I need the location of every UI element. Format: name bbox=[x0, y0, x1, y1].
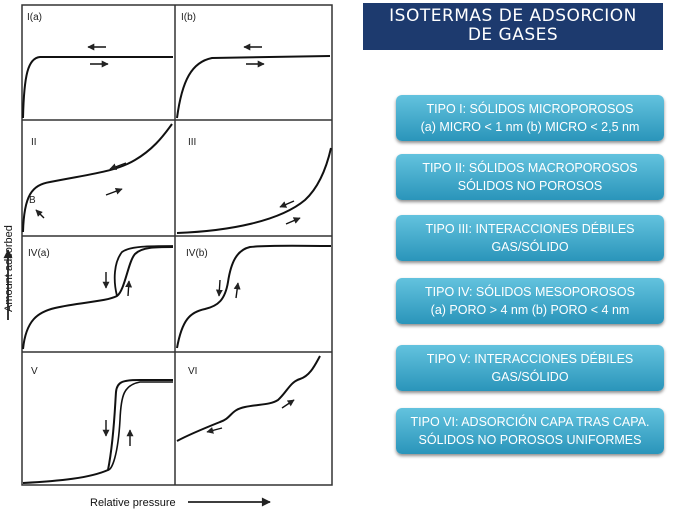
panel-label-Ia: I(a) bbox=[27, 12, 42, 23]
title-line-1: ISOTERMAS DE ADSORCION bbox=[389, 6, 637, 26]
type-V-line-2: GAS/SÓLIDO bbox=[491, 370, 569, 384]
type-II-line-2: SÓLIDOS NO POROSOS bbox=[457, 179, 603, 193]
arrow-adsorption-III bbox=[286, 218, 300, 224]
panel-label-II: II bbox=[31, 137, 37, 148]
type-III-box bbox=[396, 215, 664, 261]
type-VI-line-2: SÓLIDOS NO POROSOS UNIFORMES bbox=[418, 433, 642, 447]
type-II-line-1: TIPO II: SÓLIDOS MACROPOROSOS bbox=[422, 161, 638, 175]
curve-type-Ia bbox=[23, 57, 173, 118]
type-III-line-1: TIPO III: INTERACCIONES DÉBILES bbox=[425, 222, 635, 236]
panel-label-VI: VI bbox=[188, 366, 198, 377]
panel-label-IVa: IV(a) bbox=[28, 248, 50, 259]
type-VI-line-1: TIPO VI: ADSORCIÓN CAPA TRAS CAPA. bbox=[410, 415, 650, 429]
arrow-desorption-IVb bbox=[219, 280, 220, 296]
curve-type-VI bbox=[177, 356, 320, 441]
point-B-label: B bbox=[29, 195, 36, 206]
arrow-desorption-III bbox=[280, 201, 294, 207]
type-V-box bbox=[396, 345, 664, 391]
curve-type-IVa-adsorption bbox=[23, 247, 173, 349]
type-I-line-2: (a) MICRO < 1 nm (b) MICRO < 2,5 nm bbox=[420, 120, 640, 134]
isotherm-figure bbox=[0, 0, 340, 513]
arrow-adsorption-II bbox=[106, 189, 122, 195]
type-IV-line-2: (a) PORO > 4 nm (b) PORO < 4 nm bbox=[430, 303, 630, 317]
type-I-box bbox=[396, 95, 664, 141]
arrow-point-B bbox=[36, 210, 44, 218]
arrow-adsorption-VI bbox=[282, 400, 294, 408]
type-V-line-1: TIPO V: INTERACCIONES DÉBILES bbox=[426, 352, 634, 366]
panel-label-III: III bbox=[188, 137, 197, 148]
type-IV-line-1: TIPO IV: SÓLIDOS MESOPOROSOS bbox=[425, 285, 635, 299]
x-axis-label: Relative pressure bbox=[90, 497, 176, 509]
curve-type-II bbox=[23, 124, 172, 232]
arrow-desorption-VI bbox=[207, 428, 222, 432]
type-VI-box bbox=[396, 408, 664, 454]
arrow-adsorption-IVb bbox=[236, 283, 238, 298]
y-axis-label: Amount adsorbed bbox=[3, 225, 15, 312]
panel-label-Ib: I(b) bbox=[181, 12, 196, 23]
curve-type-V-desorption bbox=[108, 382, 173, 470]
type-III-line-2: GAS/SÓLIDO bbox=[491, 240, 569, 254]
curve-type-IVa-desorption bbox=[115, 246, 173, 296]
panel-label-IVb: IV(b) bbox=[186, 248, 208, 259]
curve-type-Ib bbox=[177, 56, 330, 118]
slide-title bbox=[363, 3, 663, 50]
type-IV-box bbox=[396, 278, 664, 324]
curve-type-V bbox=[23, 380, 173, 483]
curve-type-IVb bbox=[177, 246, 331, 348]
curve-type-III bbox=[177, 148, 331, 233]
title-line-2: DE GASES bbox=[467, 25, 559, 45]
panel-label-V: V bbox=[31, 366, 38, 377]
arrow-adsorption-IVa bbox=[128, 281, 129, 296]
type-II-box bbox=[396, 154, 664, 200]
type-I-line-1: TIPO I: SÓLIDOS MICROPOROSOS bbox=[426, 102, 634, 116]
